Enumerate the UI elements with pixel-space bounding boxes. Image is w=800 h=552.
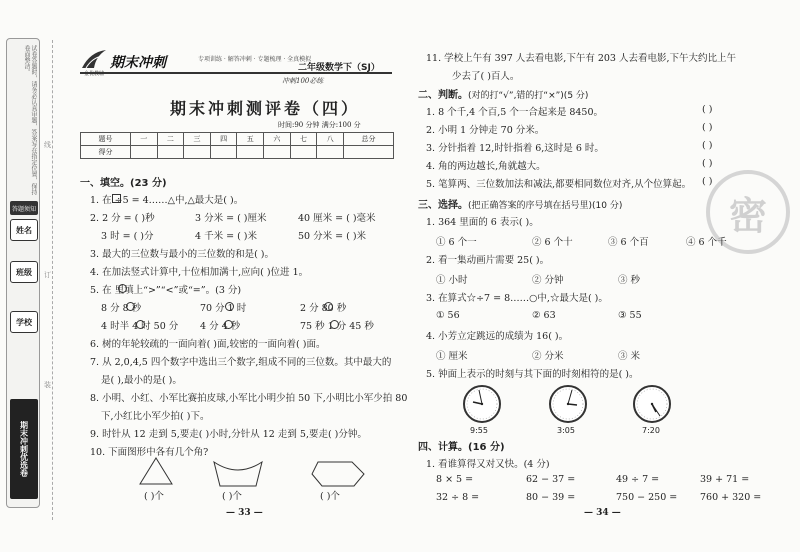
question-1-2d: 3 时 = ( )分 (101, 231, 154, 242)
question-1-2f: 50 分米 = ( )米 (298, 231, 367, 242)
choice-question: 2. 看一集动画片需要 25( )。 (426, 255, 550, 266)
score-cell: 一 (130, 133, 157, 146)
choice-question: 4. 小芳立定跳远的成绩为 16( )。 (426, 331, 569, 342)
circle-icon (136, 320, 145, 329)
cut-mark: 线 (44, 141, 51, 149)
score-cell: 八 (317, 133, 344, 146)
question-1-9: 9. 时针从 12 走到 5,要走( )小时,分针从 12 走到 5,要走( )分钟。 (90, 429, 367, 440)
compare-item: 8 分 8 秒 (101, 303, 142, 314)
compare-item: 4 分 4 秒 (200, 321, 241, 332)
judge-item: 1. 8 个千,4 个百,5 个一合起来是 8450。 (426, 107, 604, 118)
circle-icon (324, 302, 333, 311)
score-cell: 五 (237, 133, 264, 146)
question-1-3: 3. 最大的三位数与最小的三位数的和是( )。 (90, 249, 275, 260)
calc-item: 62 − 37 = (526, 474, 576, 485)
choice-option[interactable]: ② 分钟 (532, 275, 564, 286)
choice-option[interactable]: ① 厘米 (436, 351, 468, 362)
clock-icon (632, 384, 672, 424)
question-1-5: 5. 在 里填上“>”“<”或“=”。(3 分) (90, 285, 242, 296)
choice-option[interactable]: ② 63 (532, 310, 556, 321)
cut-mark: 装 (44, 381, 51, 389)
binding-strip (6, 38, 40, 508)
score-input[interactable] (264, 146, 291, 159)
score-cell: 三 (184, 133, 211, 146)
score-header-row (81, 133, 394, 146)
score-cell: 四 (210, 133, 237, 146)
question-1-8a: 8. 小明、小红、小军比赛拍皮球,小军比小明少拍 50 下,小明比小军少拍 80 (90, 393, 408, 404)
section-choice-title (418, 196, 622, 211)
calc-item: 49 ÷ 7 = (616, 474, 660, 485)
calc-question: 1. 看谁算得又对又快。(4 分) (426, 459, 550, 470)
clock-icon (462, 384, 502, 424)
judge-answer[interactable]: ( ) (702, 140, 713, 151)
arc-shape-icon (212, 460, 264, 488)
judge-answer[interactable]: ( ) (702, 158, 713, 169)
question-1-2e: 4 千米 = ( )米 (195, 231, 257, 242)
section-calc-title: 四、计算。(16 分) (418, 442, 505, 453)
score-input[interactable] (157, 146, 184, 159)
choice-option[interactable]: ① 56 (436, 310, 460, 321)
compare-item: 4 时半 4 时 50 分 (101, 321, 179, 332)
logo-sub: 金优教辅 (84, 71, 105, 77)
choice-question: 5. 钟面上表示的时刻与其下面的时刻相符的是( )。 (426, 369, 639, 380)
confidential-stamp: 密 (706, 170, 790, 254)
score-input[interactable] (184, 146, 211, 159)
header-rule (80, 72, 392, 74)
header-slogan: 冲刺100必练 (282, 77, 324, 85)
calc-item: 32 ÷ 8 = (436, 492, 480, 503)
score-input[interactable] (210, 146, 237, 159)
judge-answer[interactable]: ( ) (702, 122, 713, 133)
section-note: (把正确答案的序号填在括号里)(10 分) (468, 201, 623, 211)
circle-icon (118, 284, 127, 293)
wing-logo-icon (80, 48, 108, 72)
score-cell: 六 (264, 133, 291, 146)
angle-answer: ( )个 (144, 491, 164, 502)
page-number-left: — 33 — (226, 508, 263, 518)
grade-label: 二年级数学下（SJ） (298, 63, 380, 73)
score-input[interactable] (343, 146, 393, 159)
choice-option[interactable]: ③ 55 (618, 310, 642, 321)
score-input[interactable] (290, 146, 317, 159)
score-cell: 总分 (343, 133, 393, 146)
strip-brand: 期末冲刺优选卷 (10, 399, 38, 499)
school-box[interactable]: 学校 (10, 311, 38, 333)
section-judge-title (418, 86, 588, 101)
judge-item: 4. 角的两边越长,角就越大。 (426, 161, 546, 172)
angle-answer: ( )个 (222, 491, 242, 502)
choice-option[interactable]: ③ 秒 (618, 275, 641, 286)
hexagon-shape-icon (310, 460, 366, 488)
clock-time-label: 9:55 (470, 426, 488, 435)
choice-option[interactable]: ① 6 个一 (436, 237, 477, 248)
clock-time-label: 3:05 (557, 426, 575, 435)
strip-dark-label: 答题须知 (10, 201, 38, 215)
square-icon (112, 194, 121, 203)
cut-line (52, 40, 53, 520)
question-1-11a: 11. 学校上午有 397 人去看电影,下午有 203 人去看电影,下午大约比上午 (426, 53, 737, 64)
score-cell: 二 (157, 133, 184, 146)
page-title: 期末冲刺测评卷（四） (170, 99, 361, 118)
question-1-8b: 下,小红比小军少拍( )下。 (101, 411, 210, 422)
circle-icon (224, 320, 233, 329)
choice-question: 3. 在算式☆÷7 = 8……○中,☆最大是( )。 (426, 293, 608, 304)
choice-option[interactable]: ④ 6 个千 (686, 237, 727, 248)
question-1-4: 4. 在加法竖式计算中,十位相加满十,应向( )位进 1。 (90, 267, 309, 278)
exam-meta: 时间:90 分钟 满分:100 分 (278, 121, 361, 129)
score-value-row (81, 146, 394, 159)
name-box[interactable]: 姓名 (10, 219, 38, 241)
score-cell: 得分 (81, 146, 131, 159)
score-table (80, 132, 394, 159)
calc-item: 80 − 39 = (526, 492, 576, 503)
section-title-text: 二、判断。 (418, 90, 468, 101)
score-input[interactable] (317, 146, 344, 159)
clock-time-label: 7:20 (642, 426, 660, 435)
choice-option[interactable]: ② 分米 (532, 351, 564, 362)
judge-answer[interactable]: ( ) (702, 176, 713, 187)
judge-item: 5. 笔算两、三位数加法和减法,都要相同数位对齐,从个位算起。 (426, 179, 692, 190)
score-input[interactable] (130, 146, 157, 159)
section-fill-blank-title: 一、填空。(23 分) (80, 178, 167, 189)
section-title-text: 三、选择。 (418, 200, 468, 211)
cut-mark: 订 (44, 271, 51, 279)
question-1-10: 10. 下面图形中各有几个角? (90, 447, 209, 458)
choice-option[interactable]: ③ 米 (618, 351, 641, 362)
question-1-2c: 40 厘米 = ( )毫米 (298, 213, 376, 224)
judge-item: 3. 分针指着 12,时针指着 6,这时是 6 时。 (426, 143, 604, 154)
question-1-11b: 少去了( )百人。 (452, 71, 520, 82)
score-input[interactable] (237, 146, 264, 159)
calc-item: 39 + 71 = (700, 474, 750, 485)
question-1-2b: 3 分米 = ( )厘米 (195, 213, 267, 224)
question-1-2a: 2. 2 分 = ( )秒 (90, 213, 155, 224)
judge-item: 2. 小明 1 分钟走 70 分米。 (426, 125, 545, 136)
compare-item: 2 分 80 秒 (300, 303, 347, 314)
calc-item: 8 × 5 = (436, 474, 474, 485)
circle-icon (330, 320, 339, 329)
choice-option[interactable]: ② 6 个十 (532, 237, 573, 248)
class-box[interactable]: 班级 (10, 261, 38, 283)
question-1-7a: 7. 从 2,0,4,5 四个数字中选出三个数字,组成不同的三位数。其中最大的 (90, 357, 392, 368)
score-cell: 七 (290, 133, 317, 146)
logo-name: 期末冲刺 (110, 55, 166, 71)
triangle-shape-icon (138, 456, 174, 486)
section-note: (对的打“√”,错的打“×”)(5 分) (468, 91, 589, 101)
circle-icon (225, 302, 234, 311)
header-tagline: 专项训练 · 解答冲刺 · 专题梳理 · 全真模拟 (198, 56, 312, 63)
calc-item: 750 − 250 = (616, 492, 678, 503)
clock-icon (548, 384, 588, 424)
calc-item: 760 + 320 = (700, 492, 762, 503)
judge-answer[interactable]: ( ) (702, 104, 713, 115)
compare-item: 75 秒 1 分 45 秒 (300, 321, 374, 332)
strip-notes: 试卷答题时，请务必认真审题，答案写在指定位置，保持卷面整洁。 (23, 45, 37, 195)
score-cell: 题号 (81, 133, 131, 146)
circle-icon (126, 302, 135, 311)
question-text: 1. 在 ÷5 = 4……△中,△最大是( )。 (90, 195, 244, 206)
question-1-7b: 是( ),最小的是( )。 (101, 375, 182, 386)
choice-option[interactable]: ① 小时 (436, 275, 468, 286)
compare-item: 70 分 1 时 (200, 303, 247, 314)
choice-option[interactable]: ③ 6 个百 (608, 237, 649, 248)
question-1-6: 6. 树的年轮较疏的一面向着( )面,较密的一面向着( )面。 (90, 339, 326, 350)
choice-question: 1. 364 里面的 6 表示( )。 (426, 217, 539, 228)
page-number-right: — 34 — (584, 508, 621, 518)
angle-answer: ( )个 (320, 491, 340, 502)
